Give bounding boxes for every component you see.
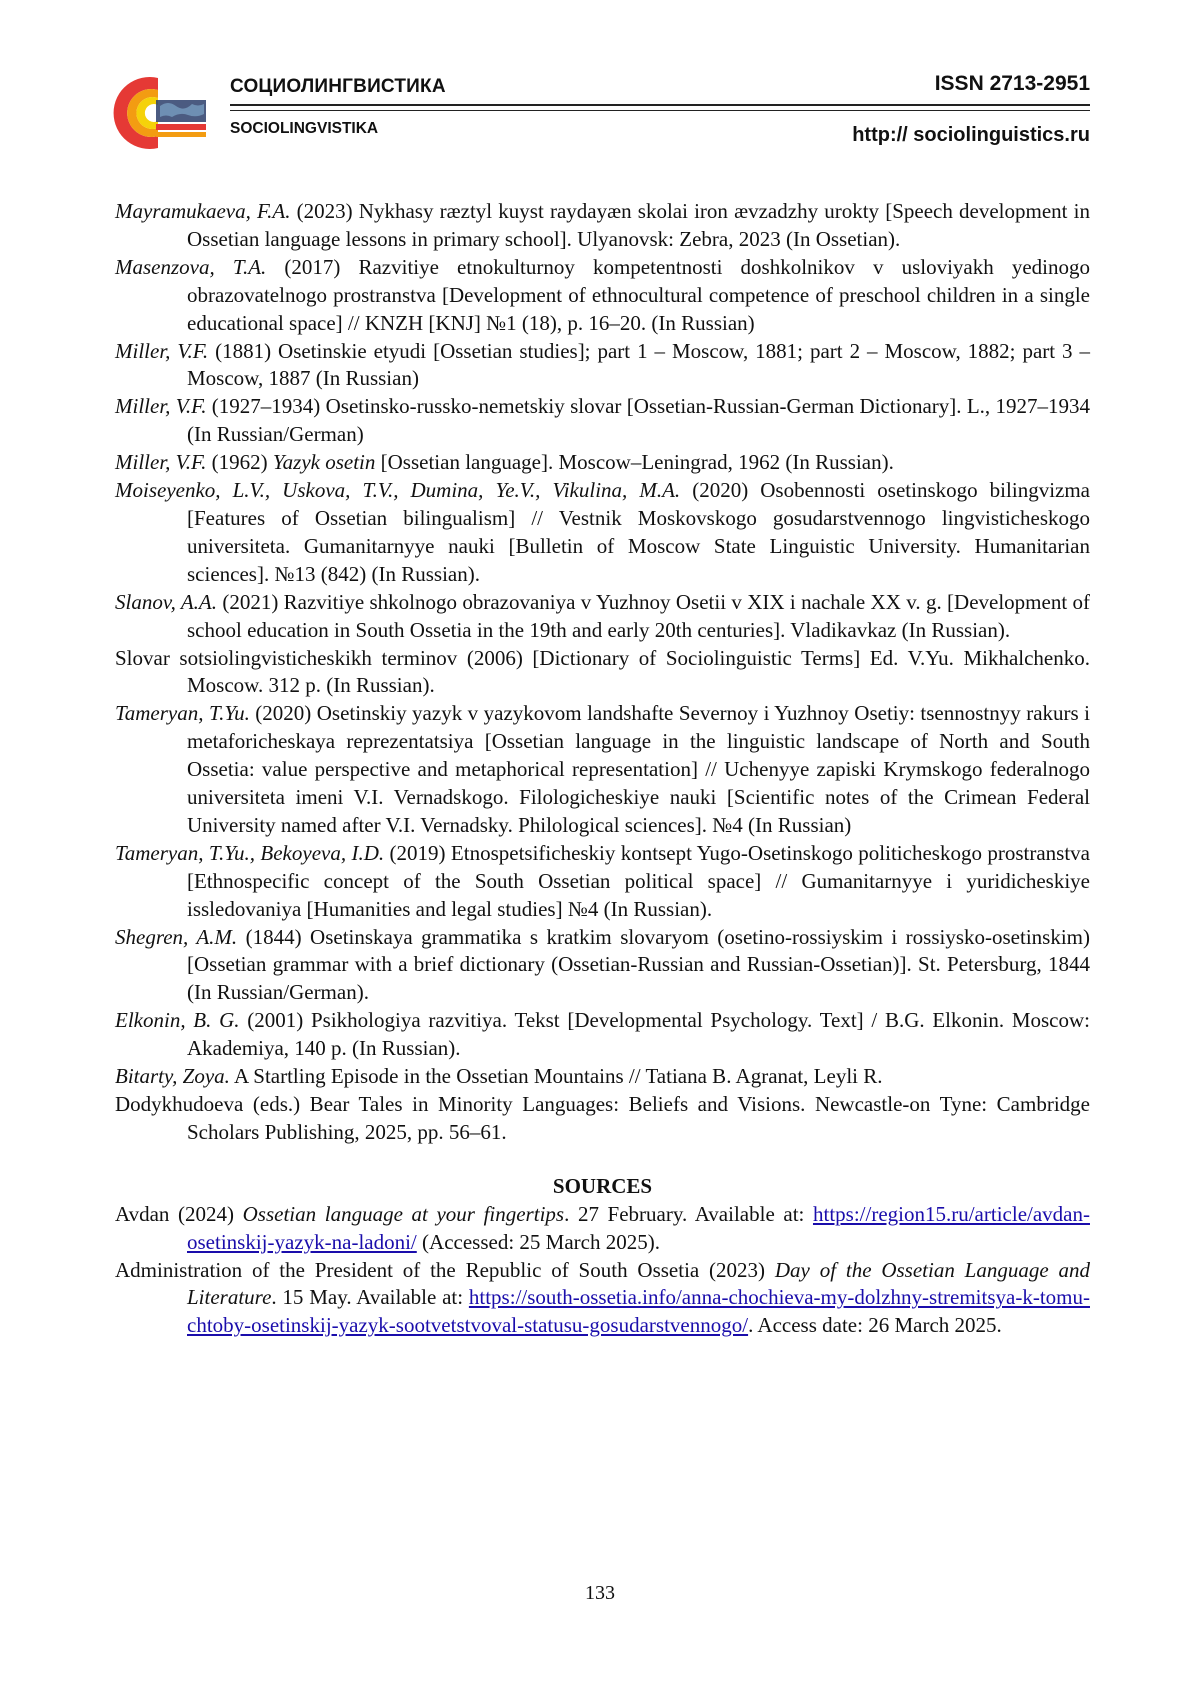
page-header <box>0 0 1200 170</box>
reference-item: Elkonin, B. G. (2001) Psikhologiya razvitiya. Tekst [Developmental Psychology. Text] / B.G. Elkonin. Moscow: Akademiya, 140 p. (In Russian). <box>115 1008 1090 1061</box>
reference-item: Dodykhudoeva (eds.) Bear Tales in Minority Languages: Beliefs and Visions. Newcastle-on Tyne: Cambridge Scholars Publishing, 2025, pp. 56–61. <box>115 1092 1090 1144</box>
source-link[interactable]: https://region15.ru/article/avdan-osetinskij-yazyk-na-ladoni/ <box>187 1201 1090 1254</box>
reference-item: Tameryan, T.Yu. (2020) Osetinskiy yazyk v yazykovom landshafte Severnoy i Yuzhnoy Osetiy: tsennostnyy rakurs i metaforicheskaya reprezentatsiya [Ossetian language in the linguistic landscape of North and South Ossetia: value perspective and metaphorical representation] // Uchenyye zapiski Krymskogo federalnogo universiteta imeni V.I. Vernadskogo. Filologicheskiye nauki [Scientific notes of the Crimean Federal University named after V.I. Vernadsky. Philological sciences]. №4 (In Russian) <box>115 701 1090 837</box>
source-item: Administration of the President of the Republic of South Ossetia (2023) Day of the Ossetian Language and Literature. 15 May. Available at: https://south-ossetia.info/anna-chochieva-my-dolzhny-stremitsya-k-tomu-chtoby-osetinskij-yazyk-sootvetstvoval-statusu-gosudarstvennogo/. Access date: 26 March 2025. <box>115 1257 1090 1338</box>
reference-author: Tameryan, T.Yu., Bekoyeva, I.D. <box>115 840 385 865</box>
reference-item: Tameryan, T.Yu., Bekoyeva, I.D. (2019) Etnospetsificheskiy kontsept Yugo-Osetinskogo politicheskogo prostranstva [Ethnospecific concept of the South Ossetian political space] // Gumanitarnyye i yuridicheskiye issledovaniya [Humanities and legal studies] №4 (In Russian). <box>115 840 1090 921</box>
reference-item: Moiseyenko, L.V., Uskova, T.V., Dumina, Ye.V., Vikulina, M.A. (2020) Osobennosti osetinskogo bilingvizma [Features of Ossetian bilingualism] // Vestnik Moskovskogo gosudarstvennogo lingvisticheskogo universiteta. Gumanitarnyye nauki [Bulletin of Moscow State Linguistic University. Humanitarian sciences]. №13 (842) (In Russian). <box>115 478 1090 586</box>
reference-author: Miller, V.F. <box>115 450 207 475</box>
reference-item: Miller, V.F. (1927–1934) Osetinsko-russko-nemetskiy slovar [Ossetian-Russian-German Dictionary]. L., 1927–1934 (In Russian/German) <box>115 394 1091 447</box>
reference-item: Bitarty, Zoya. A Startling Episode in the Ossetian Mountains // Tatiana B. Agranat, Leyli R. <box>115 1064 883 1089</box>
reference-item: Slovar sotsiolingvisticheskikh terminov (2006) [Dictionary of Sociolinguistic Terms] Ed. V.Yu. Mikhalchenko. Moscow. 312 p. (In Russian). <box>115 645 1090 698</box>
header-rule-thin <box>230 110 1090 111</box>
reference-author: Moiseyenko, L.V., Uskova, T.V., Dumina, Ye.V., Vikulina, M.A. <box>115 478 681 503</box>
source-title: Day of the Ossetian Language and Literature <box>187 1257 1090 1310</box>
source-item: Avdan (2024) Ossetian language at your fingertips. 27 February. Available at: https://region15.ru/article/avdan-osetinskij-yazyk-na-ladoni/ (Accessed: 25 March 2025). <box>115 1201 1090 1254</box>
reference-author: Tameryan, T.Yu. <box>115 701 250 726</box>
source-link[interactable]: https://south-ossetia.info/anna-chochieva-my-dolzhny-stremitsya-k-tomu-chtoby-osetinskij-yazyk-sootvetstvoval-statusu-gosudarstvennogo/ <box>187 1285 1090 1338</box>
reference-item: Miller, V.F. (1962) Yazyk osetin [Ossetian language]. Moscow–Leningrad, 1962 (In Russian). <box>115 450 894 475</box>
issn: ISSN 2713-2951 <box>934 72 1090 95</box>
reference-item: Shegren, A.M. (1844) Osetinskaya grammatika s kratkim slovaryom (osetino-rossiyskim i rossiysko-osetinskim) [Ossetian grammar with a brief dictionary (Ossetian-Russian and Russian-Ossetian)]. St. Petersburg, 1844 (In Russian/German). <box>115 924 1090 1005</box>
reference-title: Yazyk osetin <box>272 450 376 475</box>
reference-author: Shegren, A.M. <box>115 924 238 949</box>
reference-author: Slanov, A.A. <box>115 589 217 614</box>
journal-title-en: SOCIOLINGVISTIKA <box>230 120 379 137</box>
sources-heading: SOURCES <box>552 1173 653 1198</box>
journal-website: http:// sociolinguistics.ru <box>852 124 1090 146</box>
journal-logo-icon <box>110 74 210 152</box>
reference-item: Slanov, A.A. (2021) Razvitiye shkolnogo obrazovaniya v Yuzhnoy Osetii v XIX i nachale XX v. g. [Development of school education in South Ossetia in the 19th and early 20th centuries]. Vladikavkaz (In Russian). <box>115 589 1091 642</box>
reference-author: Masenzova, T.A. <box>115 254 267 279</box>
journal-title-ru: СОЦИОЛИНГВИСТИКА <box>230 76 446 97</box>
reference-author: Mayramukaeva, F.A. <box>115 199 291 223</box>
reference-item: Mayramukaeva, F.A. (2023) Nykhasy ræztyl kuyst raydayæn skolai iron ævzadzhy urokty [Speech development in Ossetian language lessons in primary school]. Ulyanovsk: Zebra, 2023 (In Ossetian). <box>115 199 1090 251</box>
reference-item: Masenzova, T.A. (2017) Razvitiye etnokulturnoy kompetentnosti doshkolnikov v usloviyakh yedinogo obrazovatelnogo prostranstva [Development of ethnocultural competence of preschool children in a single educational space] // KNZH [KNJ] №1 (18), p. 16–20. (In Russian) <box>115 254 1090 335</box>
reference-author: Elkonin, B. G. <box>115 1008 240 1033</box>
references-section <box>115 198 1090 1340</box>
page-number: 133 <box>585 1582 615 1604</box>
reference-item: Miller, V.F. (1881) Osetinskie etyudi [Ossetian studies]; part 1 – Moscow, 1881; part 2 – Moscow, 1882; part 3 – Moscow, 1887 (In Russian) <box>115 338 1091 391</box>
reference-author: Miller, V.F. <box>115 394 207 419</box>
header-rule <box>230 104 1090 106</box>
reference-author: Bitarty, Zoya. <box>115 1064 230 1089</box>
source-title: Ossetian language at your fingertips <box>242 1201 565 1226</box>
reference-author: Miller, V.F. <box>115 338 209 363</box>
